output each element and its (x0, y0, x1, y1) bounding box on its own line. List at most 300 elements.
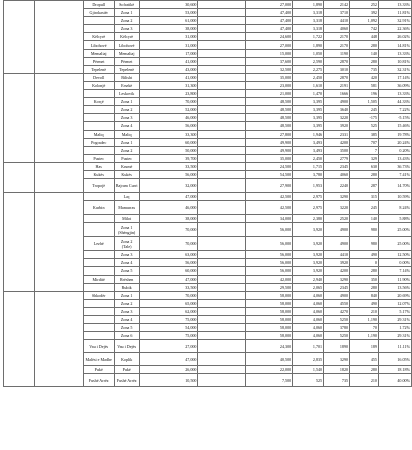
tax-current-cell: 1,953 (293, 179, 324, 193)
spacer-cell (198, 353, 246, 366)
change-percent-cell: 13.43% (378, 154, 411, 162)
zone-cell: Bilisht (114, 73, 139, 81)
tax-difference-cell: 448 (350, 33, 379, 41)
reference-price-cell: 58,000 (246, 299, 293, 307)
municipality-cell (83, 332, 114, 340)
spacer-cell (198, 179, 246, 193)
tax-difference-cell: 252 (350, 1, 379, 9)
zone-cell: Libohovë (114, 41, 139, 49)
change-percent-cell: 1.72% (378, 324, 411, 332)
tax-new-cell: 2191 (324, 81, 350, 89)
qark-name-shkoder (34, 291, 83, 387)
reference-price-cell: 27,800 (246, 130, 293, 138)
reference-price-cell: 48,500 (246, 122, 293, 130)
market-price-cell: 56,000 (139, 170, 198, 178)
spacer-cell (198, 251, 246, 259)
zone-cell: Pustec (114, 154, 139, 162)
change-percent-cell: 7.41% (378, 170, 411, 178)
tax-new-cell: 2240 (324, 179, 350, 193)
market-price-cell: 38,000 (139, 215, 198, 223)
tax-difference-cell: 280 (350, 283, 379, 291)
reference-price-cell: 56,000 (246, 259, 293, 267)
zone-cell: Laç (114, 193, 139, 201)
tax-difference-cell: 840 (350, 291, 379, 299)
market-price-cell: 46,000 (139, 114, 198, 122)
tax-new-cell: 1890 (324, 340, 350, 353)
tax-new-cell: 3290 (324, 353, 350, 366)
zone-cell: Zona 2 (114, 106, 139, 114)
municipality-cell: Tepelenë (83, 65, 114, 73)
spacer-cell (198, 106, 246, 114)
tax-new-cell: 2345 (324, 283, 350, 291)
reference-price-cell: 47,400 (246, 17, 293, 25)
change-percent-cell: 29.31% (378, 316, 411, 324)
reference-price-cell: 27,900 (246, 179, 293, 193)
zone-cell: Zona 2 (114, 299, 139, 307)
reference-price-cell: 23,000 (246, 81, 293, 89)
tax-difference-cell: 280 (350, 267, 379, 275)
table-row (4, 193, 412, 201)
tax-difference-cell: 196 (350, 90, 379, 98)
municipality-cell: Devoll (83, 73, 114, 81)
tax-new-cell: 4900 (324, 291, 350, 299)
change-percent-cell: -5.15% (378, 114, 411, 122)
tax-new-cell: 2170 (324, 41, 350, 49)
spacer-cell (198, 122, 246, 130)
region-number (4, 1, 35, 74)
tax-difference-cell: 210 (350, 374, 379, 387)
reference-price-cell: 56,000 (246, 267, 293, 275)
municipality-cell: Këlcyrë (83, 33, 114, 41)
tax-difference-cell: 490 (350, 299, 379, 307)
tax-current-cell: 4,060 (293, 299, 324, 307)
tax-current-cell: 1,946 (293, 130, 324, 138)
tax-new-cell: 1666 (324, 90, 350, 98)
tax-difference-cell: 980 (350, 223, 379, 237)
zone-cell: Krumë (114, 162, 139, 170)
change-percent-cell: 14.70% (378, 179, 411, 193)
spacer-cell (198, 65, 246, 73)
tax-current-cell: 2,065 (293, 283, 324, 291)
tax-difference-cell: 140 (350, 215, 379, 223)
market-price-cell: 50,000 (139, 146, 198, 154)
spacer-cell (198, 57, 246, 65)
municipality-cell (83, 299, 114, 307)
zone-cell: Bajram Curri (114, 179, 139, 193)
change-percent-cell: 11.81% (378, 9, 411, 17)
tax-current-cell: 2,975 (293, 201, 324, 215)
reference-price-cell: 42,000 (246, 275, 293, 283)
tax-current-cell: 2,275 (293, 65, 324, 73)
municipality-cell: Memaliaj (83, 49, 114, 57)
tax-current-cell: 1,890 (293, 41, 324, 49)
zone-cell: Milot (114, 215, 139, 223)
spacer-cell (198, 374, 246, 387)
tax-current-cell: 4,060 (293, 316, 324, 324)
spacer-cell (198, 307, 246, 315)
tax-current-cell: 4,060 (293, 324, 324, 332)
zone-cell: Zona 1 (114, 9, 139, 17)
tax-new-cell: 2331 (324, 130, 350, 138)
change-percent-cell: 13.33% (378, 1, 411, 9)
tax-current-cell: 3,395 (293, 114, 324, 122)
tax-difference-cell: 455 (350, 353, 379, 366)
tax-current-cell: 3,318 (293, 9, 324, 17)
municipality-cell (83, 316, 114, 324)
spacer-cell (198, 193, 246, 201)
tax-new-cell: 4060 (324, 25, 350, 33)
tax-new-cell: 3920 (324, 122, 350, 130)
market-price-cell: 33,300 (139, 130, 198, 138)
municipality-cell: Libohovë (83, 41, 114, 49)
tax-current-cell: 4,060 (293, 291, 324, 299)
change-percent-cell: 16.05% (378, 353, 411, 366)
spacer-cell (198, 332, 246, 340)
tax-current-cell: 3,920 (293, 251, 324, 259)
change-percent-cell: 25.00% (378, 237, 411, 251)
tax-current-cell: 2,450 (293, 154, 324, 162)
tax-current-cell: 3,395 (293, 98, 324, 106)
reference-price-cell: 22,000 (246, 366, 293, 374)
municipality-cell (83, 215, 114, 223)
zone-cell: Zona 6 (114, 332, 139, 340)
reference-price-cell: 24,600 (246, 33, 293, 41)
reference-price-cell: 37,600 (246, 57, 293, 65)
reference-price-cell: 54,500 (246, 170, 293, 178)
tax-new-cell: 3290 (324, 193, 350, 201)
zone-cell: Zona 5 (114, 267, 139, 275)
municipality-cell (83, 17, 114, 25)
tax-difference-cell: 707 (350, 138, 379, 146)
tax-new-cell: 2520 (324, 215, 350, 223)
tax-new-cell: 5250 (324, 332, 350, 340)
spacer-cell (198, 9, 246, 17)
change-percent-cell: 22.36% (378, 25, 411, 33)
municipality-cell (83, 90, 114, 98)
tax-new-cell: 3290 (324, 275, 350, 283)
market-price-cell: 26,000 (139, 366, 198, 374)
market-price-cell: 47,000 (139, 353, 198, 366)
tax-current-cell: 2,835 (293, 353, 324, 366)
municipality-cell (83, 267, 114, 275)
market-price-cell: 39,700 (139, 154, 198, 162)
municipality-cell: Kurbin (83, 201, 114, 215)
qark-name-kukes (34, 162, 83, 192)
zone-cell: Kukës (114, 170, 139, 178)
tax-difference-cell: 420 (350, 73, 379, 81)
tax-current-cell: 1,540 (293, 366, 324, 374)
market-price-cell: 65,000 (139, 299, 198, 307)
reference-price-cell: 35,000 (246, 73, 293, 81)
spacer-cell (198, 267, 246, 275)
tax-new-cell: 4410 (324, 251, 350, 259)
qark-name-korce (34, 73, 83, 162)
tax-difference-cell: 280 (350, 41, 379, 49)
market-price-cell: 41,000 (139, 73, 198, 81)
municipality-cell: Kukës (83, 170, 114, 178)
zone-cell: Zona 3 (114, 251, 139, 259)
reference-price-cell: 47,400 (246, 25, 293, 33)
market-price-cell: 31,000 (139, 41, 198, 49)
zone-cell: Maliq (114, 130, 139, 138)
tax-new-cell: 4900 (324, 98, 350, 106)
reference-price-cell: 35,000 (246, 154, 293, 162)
spacer-cell (198, 324, 246, 332)
spacer-cell (198, 162, 246, 170)
tax-current-cell: 3,318 (293, 25, 324, 33)
tax-difference-cell: 210 (350, 307, 379, 315)
market-price-cell: 56,000 (139, 122, 198, 130)
spacer-cell (198, 237, 246, 251)
reference-price-cell: 27,000 (246, 41, 293, 49)
tax-current-cell: 3,920 (293, 267, 324, 275)
change-percent-cell: 5.88% (378, 215, 411, 223)
municipality-cell (83, 251, 114, 259)
tax-current-cell: 1,701 (293, 340, 324, 353)
region-number (4, 162, 35, 192)
table-row (4, 291, 412, 299)
table-row (4, 1, 412, 9)
change-percent-cell: 7.22% (378, 106, 411, 114)
reference-price-cell: 58,000 (246, 324, 293, 332)
municipality-cell: Shkodër (83, 291, 114, 299)
market-price-cell: 54,000 (139, 324, 198, 332)
change-percent-cell: 40.00% (378, 374, 411, 387)
tax-current-cell: 3,493 (293, 138, 324, 146)
tax-new-cell: 3220 (324, 114, 350, 122)
spacer-cell (198, 114, 246, 122)
tax-difference-cell: 140 (350, 49, 379, 57)
tax-new-cell: 4410 (324, 17, 350, 25)
market-price-cell: 75,000 (139, 316, 198, 324)
zone-cell: Zona 4 (114, 259, 139, 267)
tax-difference-cell: 735 (350, 65, 379, 73)
tax-current-cell: 1,470 (293, 90, 324, 98)
spacer-cell (198, 98, 246, 106)
reference-price-cell: 21,000 (246, 90, 293, 98)
municipality-cell: Përmet (83, 57, 114, 65)
market-price-cell: 32,000 (139, 179, 198, 193)
tax-difference-cell: 329 (350, 154, 379, 162)
tax-current-cell: 1,722 (293, 33, 324, 41)
reference-price-cell: 48,500 (246, 114, 293, 122)
zone-cell: Zona 3 (114, 25, 139, 33)
tax-difference-cell: 7 (350, 146, 379, 154)
reference-price-cell: 42,500 (246, 193, 293, 201)
spacer-cell (198, 1, 246, 9)
tax-current-cell: 3,493 (293, 146, 324, 154)
market-price-cell: 31,000 (139, 33, 198, 41)
spacer-cell (198, 17, 246, 25)
change-percent-cell: 15.46% (378, 122, 411, 130)
municipality-cell: Vau i Dejës (83, 340, 114, 353)
market-price-cell: 47,000 (139, 275, 198, 283)
tax-difference-cell: 70 (350, 324, 379, 332)
tax-current-cell: 3,920 (293, 259, 324, 267)
market-price-cell: 46,000 (139, 201, 198, 215)
spacer-cell (198, 366, 246, 374)
change-percent-cell: 17.14% (378, 73, 411, 81)
tax-difference-cell: 350 (350, 275, 379, 283)
municipality-cell: Pustec (83, 154, 114, 162)
tax-current-cell: 2,450 (293, 73, 324, 81)
change-percent-cell: 18.18% (378, 366, 411, 374)
change-percent-cell: 0.00% (378, 259, 411, 267)
spacer-cell (198, 170, 246, 178)
spacer-cell (198, 259, 246, 267)
tax-new-cell: 3640 (324, 106, 350, 114)
tax-new-cell: 4200 (324, 138, 350, 146)
market-price-cell: 43,000 (139, 65, 198, 73)
tax-current-cell: 2,975 (293, 193, 324, 201)
municipality-cell: Gjirokastër (83, 9, 114, 17)
tax-new-cell: 2870 (324, 73, 350, 81)
reference-price-cell: 58,000 (246, 316, 293, 324)
zone-cell: Memaliaj (114, 49, 139, 57)
zone-cell: Vau i Dejës (114, 340, 139, 353)
region-number (4, 73, 35, 162)
change-percent-cell: 0.20% (378, 146, 411, 154)
municipality-cell: Kolonjë (83, 81, 114, 89)
tax-new-cell: 3500 (324, 146, 350, 154)
change-percent-cell: 11.11% (378, 340, 411, 353)
tax-new-cell: 3010 (324, 65, 350, 73)
market-price-cell: 52,000 (139, 106, 198, 114)
spacer-cell (198, 33, 246, 41)
zone-cell: Fushë Arrëz (114, 374, 139, 387)
tax-new-cell: 4900 (324, 223, 350, 237)
market-price-cell: 10,500 (139, 374, 198, 387)
tax-difference-cell: 245 (350, 201, 379, 215)
tax-new-cell: 735 (324, 374, 350, 387)
tax-difference-cell: 189 (350, 340, 379, 353)
zone-cell: Zona 1 (114, 138, 139, 146)
change-percent-cell: 36.73% (378, 162, 411, 170)
tax-difference-cell: 1,190 (350, 316, 379, 324)
tax-new-cell: 2345 (324, 162, 350, 170)
tax-difference-cell: 1,092 (350, 17, 379, 25)
tax-difference-cell: 525 (350, 122, 379, 130)
tax-difference-cell: 392 (350, 9, 379, 17)
zone-cell: Koplik (114, 353, 139, 366)
municipality-cell: Maliq (83, 130, 114, 138)
zone-cell: Këlcyrë (114, 33, 139, 41)
tax-difference-cell: 287 (350, 179, 379, 193)
tax-new-cell: 4550 (324, 299, 350, 307)
reference-price-cell: 58,000 (246, 307, 293, 315)
tax-difference-cell: 1,190 (350, 332, 379, 340)
zone-cell: Zona 1 (Shëngjin) (114, 223, 139, 237)
change-percent-cell: 13.33% (378, 49, 411, 57)
change-percent-cell: 11.90% (378, 275, 411, 283)
zone-cell: Rubik (114, 283, 139, 291)
region-number (4, 193, 35, 292)
change-percent-cell: 36.09% (378, 81, 411, 89)
market-price-cell: 17,000 (139, 49, 198, 57)
tax-current-cell: 4,060 (293, 307, 324, 315)
tax-current-cell: 1,715 (293, 162, 324, 170)
spacer-cell (198, 138, 246, 146)
municipality-cell: Pukë (83, 366, 114, 374)
market-price-cell: 33,500 (139, 283, 198, 291)
municipality-cell: Tropojë (83, 179, 114, 193)
reference-price-cell: 15,000 (246, 49, 293, 57)
spacer-cell (198, 223, 246, 237)
table-row (4, 162, 412, 170)
change-percent-cell: 19.78% (378, 130, 411, 138)
reference-price-cell: 58,000 (246, 332, 293, 340)
tax-difference-cell: 630 (350, 162, 379, 170)
municipality-cell (83, 283, 114, 291)
municipality-cell: Has (83, 162, 114, 170)
municipality-cell (83, 307, 114, 315)
reference-price-cell: 48,500 (246, 98, 293, 106)
tax-new-cell: 4060 (324, 170, 350, 178)
reference-price-cell: 58,000 (246, 291, 293, 299)
tax-current-cell: 3,920 (293, 237, 324, 251)
market-price-cell: 27,000 (139, 340, 198, 353)
change-percent-cell: 10.59% (378, 193, 411, 201)
tax-current-cell: 1,610 (293, 81, 324, 89)
price-table (3, 0, 412, 387)
zone-cell: Mamurras (114, 201, 139, 215)
spacer-cell (198, 73, 246, 81)
zone-cell: Zona 1 (114, 98, 139, 106)
municipality-cell: Lezhë (83, 237, 114, 251)
zone-cell: Zona 1 (114, 291, 139, 299)
change-percent-cell: 25.00% (378, 223, 411, 237)
change-percent-cell: 12.50% (378, 251, 411, 259)
tax-new-cell: 1820 (324, 366, 350, 374)
region-number (4, 291, 35, 387)
tax-new-cell: 5250 (324, 316, 350, 324)
tax-difference-cell: 245 (350, 106, 379, 114)
tax-current-cell: 4,060 (293, 332, 324, 340)
zone-cell: Zona 3 (114, 307, 139, 315)
tax-current-cell: 2,590 (293, 57, 324, 65)
market-price-cell: 70,000 (139, 291, 198, 299)
zone-cell: Sofratikë (114, 1, 139, 9)
zone-cell: Zona 2 (114, 146, 139, 154)
spacer-cell (198, 81, 246, 89)
tax-new-cell: 4900 (324, 237, 350, 251)
zone-cell: Zona 3 (114, 114, 139, 122)
zone-cell: Zona 4 (114, 122, 139, 130)
tax-new-cell: 2142 (324, 1, 350, 9)
zone-cell: Zona 4 (114, 316, 139, 324)
reference-price-cell: 32,500 (246, 65, 293, 73)
municipality-cell (83, 223, 114, 237)
change-percent-cell: 12.07% (378, 299, 411, 307)
qark-name-gjirokaster (34, 1, 83, 74)
market-price-cell: 70,000 (139, 237, 198, 251)
table-row (4, 73, 412, 81)
tax-new-cell: 2170 (324, 33, 350, 41)
spacer-cell (198, 90, 246, 98)
tax-current-cell: 2,940 (293, 275, 324, 283)
change-percent-cell: 29.31% (378, 332, 411, 340)
tax-current-cell: 525 (293, 374, 324, 387)
reference-price-cell: 7,500 (246, 374, 293, 387)
municipality-cell: Malësi e Madhe (83, 353, 114, 366)
change-percent-cell: 10.81% (378, 57, 411, 65)
municipality-cell (83, 146, 114, 154)
reference-price-cell: 49,900 (246, 146, 293, 154)
municipality-cell (83, 122, 114, 130)
municipality-cell: Korçë (83, 98, 114, 106)
reference-price-cell: 42,500 (246, 201, 293, 215)
zone-cell: Zona 5 (114, 324, 139, 332)
